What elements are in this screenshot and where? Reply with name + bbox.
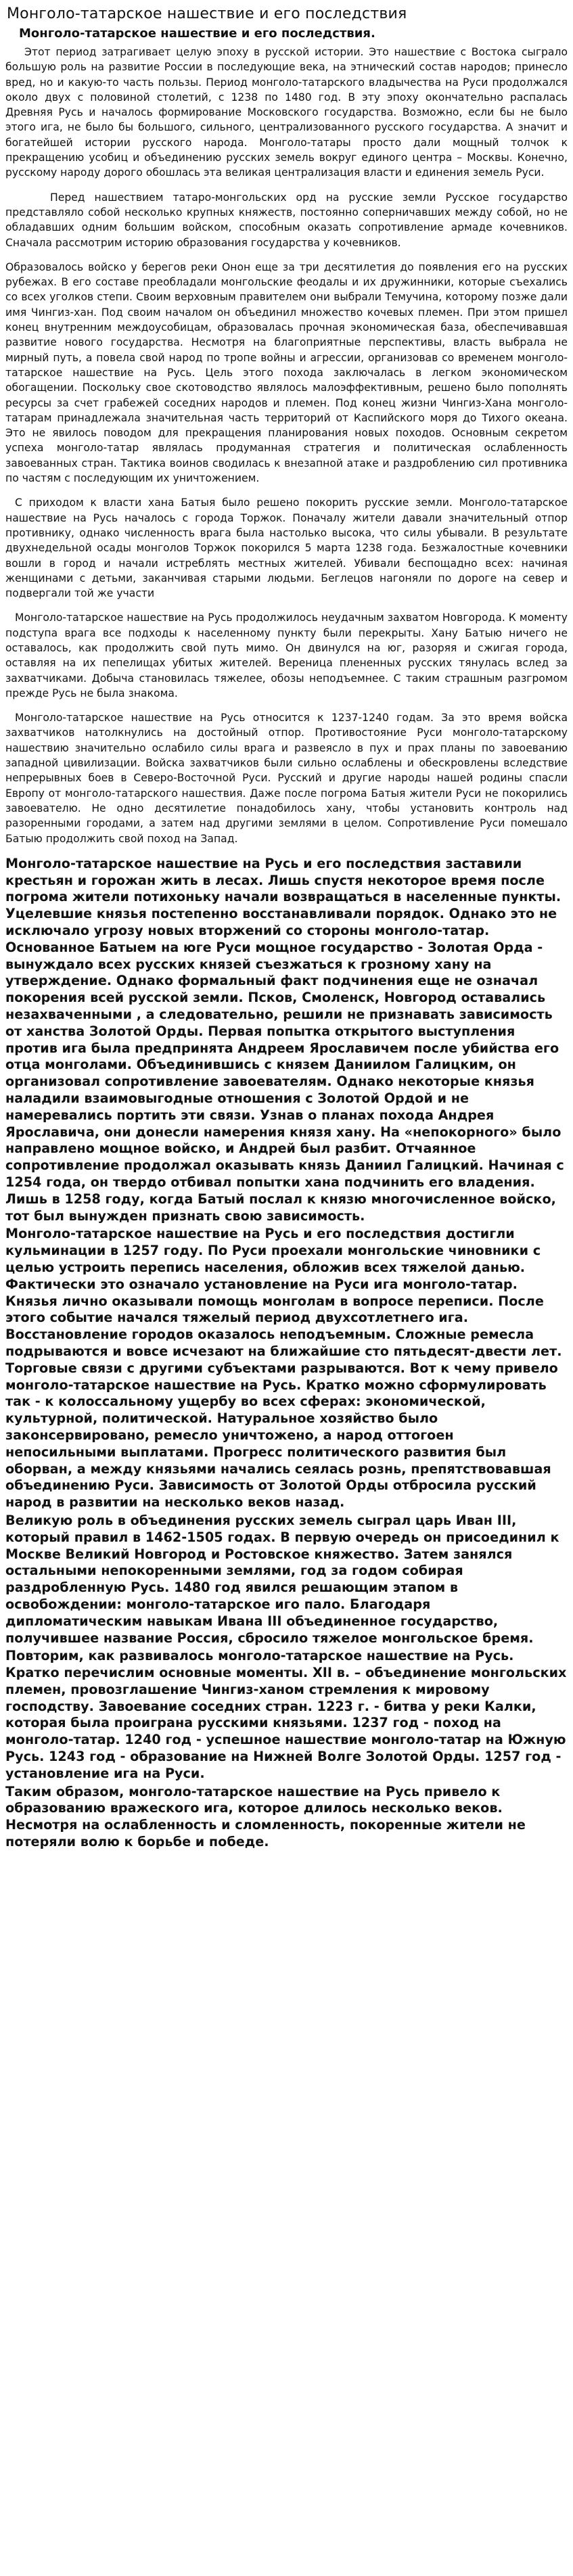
bold-paragraph: Монголо-татарское нашествие на Русь и его последствия заставили крестьян и горожан жить в лесах. Лишь спустя некоторое время после погрома жители потихоньку начали возвращаться в населенные пункты. Уцелевшие князья постепенно восстанавливали порядок. Однако это не исключало угрозу новых вторжений со стороны монголо-татар. Основанное Батыем на юге Руси мощное государство - Золотая Орда - вынуждало всех русских князей съезжаться к грозному хану на утверждение. Однако формальный факт подчинения еще не означал покорения всей русской земли. Псков, Смоленск, Новгород оставались незахваченными , а следовательно, решили не признавать зависимость от ханства Золотой Орды. Первая попытка открытого выступления против ига была предпринята Андреем Ярославичем после убийства его отца монголами. Объединившись с князем Даниилом Галицким, он организовал сопротивление завоевателям. Однако некоторые князья наладили взаимовыгодные отношения с Золотой Ордой и не намеревались портить эти связи. Узнав о планах похода Андрея Ярославича, они донесли намерения князя хану. На «непокорного» было направлено мощное войско, и Андрей был разбит. Отчаянное сопротивление продолжал оказывать князь Даниил Галицкий. Начиная с 1254 года, он твердо отбивал попытки хана подчинить его владения. Лишь в 1258 году, когда Батый послал к князю многочисленное войско, тот был вынужден признать свою зависимость. [5, 855, 564, 1224]
paragraph: Этот период затрагивает целую эпоху в русской истории. Это нашествие с Востока сыграло большую роль на развитие России в последующие века, на этнический состав народов; принесло вред, но и какую-то часть пользы. Период монголо-татарского владычества на Руси продолжался около двух с половиной столетий, с 1238 по 1480 год. В эту эпоху окончательно распалась Древняя Русь и началось формирование Московского государства. Возможно, если бы не было этого ига, не было бы большого, сильного, централизованного русского государства. А значит и богатейшей истории русского народа. Монголо-татары просто дали мощный толчок к прекращению усобиц и объединению русских земель вокруг единого центра – Москвы. Конечно, русскому народу дорого обошлась эта великая централизация власти и единения земель Руси. [5, 46, 568, 179]
article-subtitle: Монголо-татарское нашествие и его последствия. [19, 26, 375, 41]
article [0, 4, 573, 1851]
bold-paragraph: Монголо-татарское нашествие на Русь и его последствия достигли кульминации в 1257 году. По Руси проехали монгольские чиновники с целью устроить перепись населения, обложив всех тяжелой данью. Фактически это означало установление на Руси ига монголо-татар. Князья лично оказывали помощь монголам в вопросе переписи. После этого событие начался тяжелый период двухсотлетнего ига. Восстановление городов оказалось неподъемным. Сложные ремесла подрываются и вовсе исчезают на ближайшие сто пятьдесят-двести лет. Торговые связи с другими субъектами разрываются. Вот к чему привело монголо-татарское нашествие на Русь. Кратко можно сформулировать так - к колоссальному ущербу во всех сферах: экономической, культурной, политической. Натуральное хозяйство было законсервировано, ремесло уничтожено, а народ оттогоен непосильными выплатами. Прогресс политического развития был оборван, а между князьями начались сеялась рознь, препятствовавшая объединению Руси. Зависимость от Золотой Орды отбросила русский народ в развитии на несколько веков назад. [5, 1226, 562, 1511]
bold-paragraph: Великую роль в объединения русских земель сыграл царь Иван III, который правил в 1462-1505 годах. В первую очередь он присоединил к Москве Великий Новгород и Ростовское княжество. Затем занялся остальными непокоренными землями, год за годом собирая раздробленную Русь. 1480 год явился решающим этапом в освобождении: монголо-татарское иго пало. Благодаря дипломатическим навыкам Ивана III объединенное государство, получившее название Россия, сбросило тяжелое монгольское бремя. [5, 1512, 559, 1646]
paragraph: Монголо-татарское нашествие на Русь относится к 1237-1240 годам. За это время войска захватчиков натолкнулись на достойный отпор. Противостояние Руси монголо-татарскому нашествию значительно ослабило силы врага и развеясло в пух и прах планы по завоеванию западной цивилизации. Войска захватчиков были сильно ослаблены и обескровлены вследствие непрерывных боев в Северо-Восточной Руси. Русский и другие народы нашей родины спасли Европу от монголо-татарского нашествия. Даже после погрома Батыя жители Руси не покорились завоевателю. Не одно десятилетие понадобилось хану, чтобы установить контроль над разоренными городами, а затем над другими землями в целом. Сопротивление Руси помешало Батыю продолжить свой поход на Запад. [5, 712, 568, 845]
paragraph: Монголо-татарское нашествие на Русь продолжилось неудачным захватом Новгорода. К моменту подступа врага все подходы к населенному пункту были перекрыты. Хану Батыю ничего не оставалось, как продолжить свой путь мимо. Он двинулся на юг, разоряя и сжигая города, оставляя на их пепелищах убитых жителей. Вереница плененных русских тянулась вслед за захватчиками. Добыча становилась тяжелее, обозы неподъемнее. С таким страшным разгромом прежде Русь не была знакома. [5, 612, 568, 699]
paragraph: Перед нашествием татаро-монгольских орд на русские земли Русское государство представляло собой несколько крупных княжеств, постоянно соперничавших между собой, но не обладавших одним большим войском, способным оказать сопротивление армаде кочевников. Сначала рассмотрим историю образования государства у кочевников. [5, 191, 568, 249]
page-title: Монголо-татарское нашествие и его последствия [7, 5, 407, 22]
paragraph: Образовалось войско у берегов реки Онон еще за три десятилетия до появления его на русских рубежах. В его составе преобладали монгольские феодалы и их дружинники, которые съехались со всех уголков степи. Своим верховным правителем они выбрали Темучина, которому позже дали имя Чингиз-хан. Под своим началом он объединил множество кочевых племен. При этом пришел конец внутренним междоусобицам, образовалась прочная экономическая база, обеспечивавшая развитие нового государства. Несмотря на благоприятные перспективы, власть выбрала не мирный путь, а повела свой народ по тропе войны и агрессии, организовав со временем монголо-татарское нашествие на Русь. Цель этого похода заключалась в легком экономическом обогащении. Поскольку свое скотоводство являлось малоэффективным, решено было пополнять ресурсы за счет грабежей соседних народов и племен. Под конец жизни Чингиз-Хана монголо-татарам принадлежала значительная часть территорий от Каспийского моря до Тихого океана. Это не явилось поводом для прекращения планирования новых походов. Основным секретом успеха монголо-татар являлась продуманная стратегия и политическая ослабленность завоеванных стран. Тактика воинов сводилась к внезапной атаке и раздроблению сил противника по частям с последующим их уничтожением. [5, 260, 568, 485]
paragraph: С приходом к власти хана Батыя было решено покорить русские земли. Монголо-татарское нашествие на Русь началось с города Торжок. Поначалу жители давали значительный отпор противнику, однако численность врага была настолько высока, что силы убывали. В результате двухнедельной осады монголов Торжок покорился 5 марта 1238 года. Безжалостные кочевники вошли в город и начали истреблять местных жителей. Убивали беспощадно всех: начиная женщинами с детьми, заканчивая старыми людьми. Беглецов нагоняли по дороге на север и подвергали той же участи [5, 497, 568, 600]
bold-paragraph: Повторим, как развивалось монголо-татарское нашествие на Русь. Кратко перечислим основные моменты. XII в. – объединение монгольских племен, провозглашение Чингиз-ханом стремления к мировому господству. Завоевание соседних стран. 1223 г. - битва у реки Калки, которая была проиграна русскими князьями. 1237 год - поход на монголо-татар. 1240 год - успешное нашествие монголо-татар на Южную Русь. 1243 год - образование на Нижней Волге Золотой Орды. 1257 год - установление ига на Руси. [5, 1648, 567, 1781]
bold-paragraph: Таким образом, монголо-татарское нашествие на Русь привело к образованию вражеского ига, которое длилось несколько веков. Несмотря на ослабленность и сломленность, покоренные жители не потеряли волю к борьбе и победе. [5, 1783, 526, 1850]
